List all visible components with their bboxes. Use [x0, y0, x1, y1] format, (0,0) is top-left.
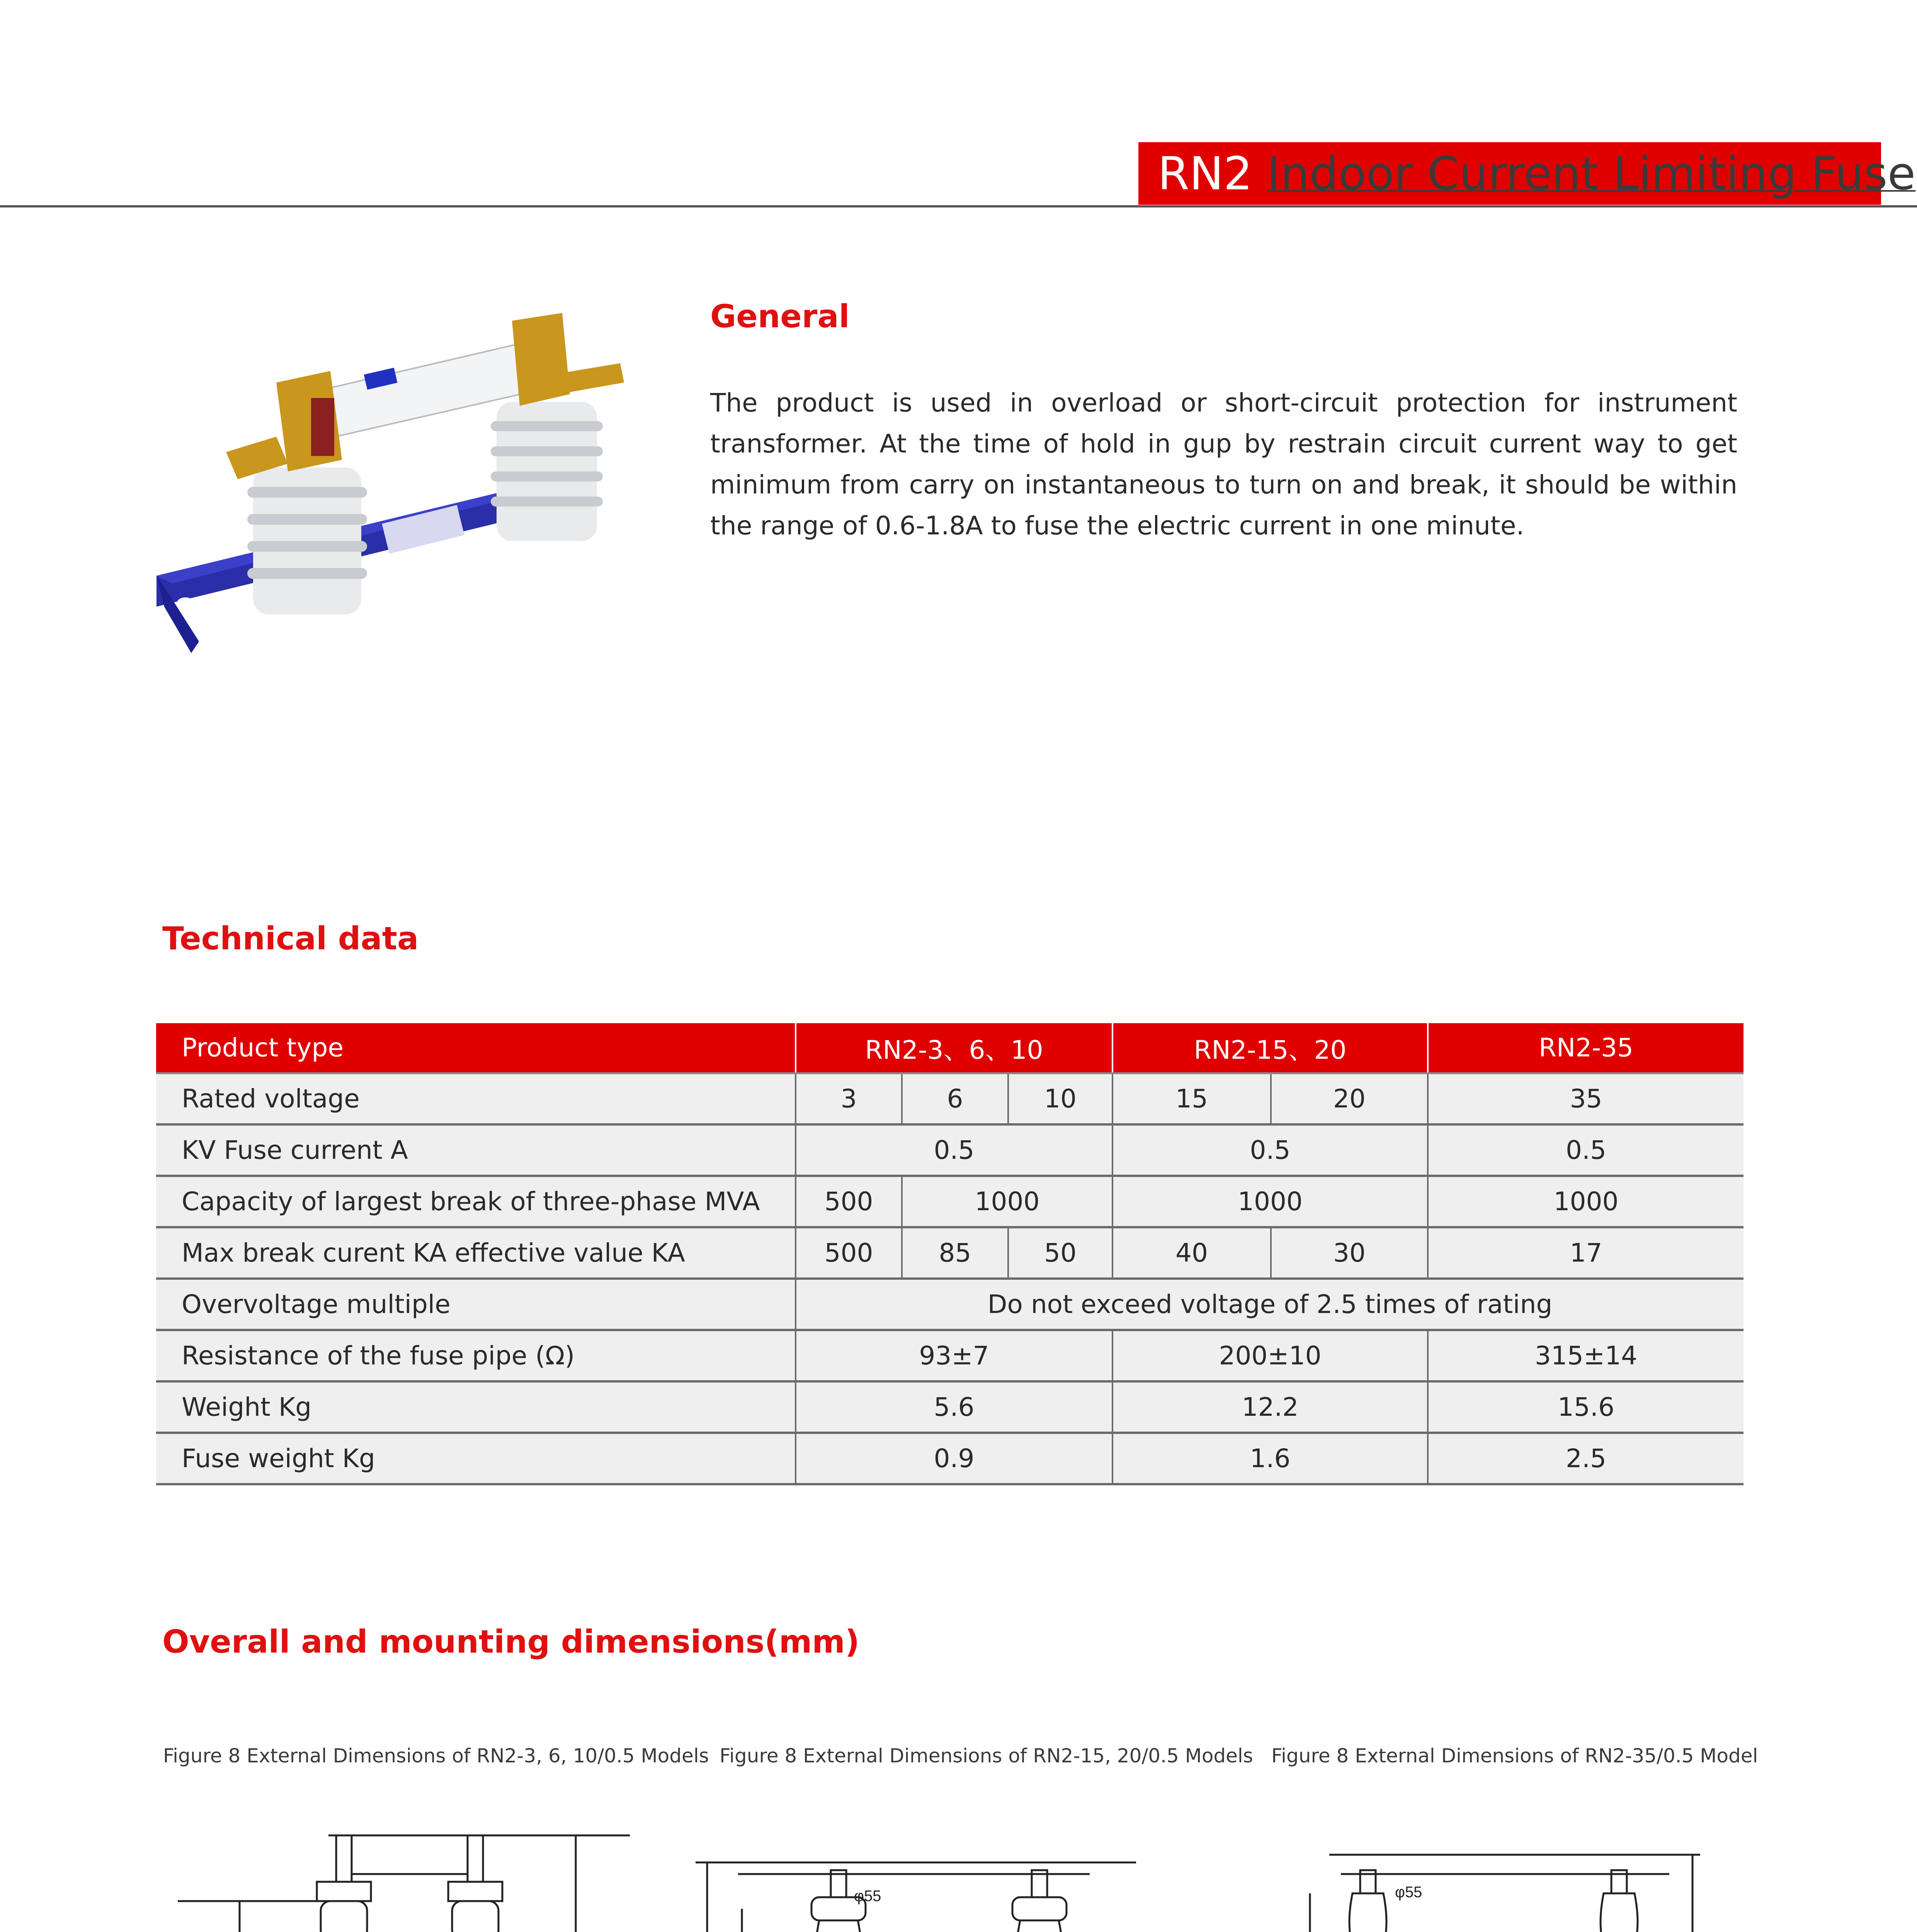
table-cell: 0.5 [1112, 1124, 1428, 1176]
table-row [156, 1073, 1744, 1125]
header-rule [0, 205, 1917, 207]
figure-caption: Figure 8 External Dimensions of RN2-35/0.5 Model [1271, 1745, 1758, 1767]
model-label: RN2 [1158, 147, 1253, 200]
table-cell: 10 [1008, 1073, 1112, 1125]
table-cell: 0.9 [796, 1433, 1112, 1484]
dim-label: φ55 [854, 1888, 881, 1905]
table-cell: 50 [1008, 1227, 1112, 1279]
row-label: Overvoltage multiple [156, 1279, 796, 1330]
table-cell: 500 [796, 1227, 902, 1279]
table-cell: 200±10 [1112, 1330, 1428, 1381]
technical-data-table [156, 1023, 1744, 1485]
table-header-row [156, 1023, 1744, 1073]
table-row [156, 1176, 1744, 1227]
table-cell: 15 [1112, 1073, 1271, 1125]
row-label: Weight Kg [156, 1381, 796, 1433]
table-cell: 6 [902, 1073, 1008, 1125]
table-cell: 17 [1428, 1227, 1744, 1279]
table-row [156, 1279, 1744, 1330]
product-photo [149, 305, 636, 676]
general-heading: General [710, 298, 850, 335]
table-cell: 35 [1428, 1073, 1744, 1125]
table-row [156, 1330, 1744, 1381]
table-cell: 1000 [1428, 1176, 1744, 1227]
row-label: Resistance of the fuse pipe (Ω) [156, 1330, 796, 1381]
row-label: KV Fuse current A [156, 1124, 796, 1176]
table-cell: 15.6 [1428, 1381, 1744, 1433]
table-cell: 93±7 [796, 1330, 1112, 1381]
table-cell: 0.5 [1428, 1124, 1744, 1176]
page-title: Indoor Current Limiting Fuse [1267, 147, 1916, 200]
row-label: Fuse weight Kg [156, 1433, 796, 1484]
title-banner [1138, 142, 1916, 205]
row-label: Capacity of largest break of three-phase MVA [156, 1176, 796, 1227]
table-cell: 500 [796, 1176, 902, 1227]
table-row [156, 1227, 1744, 1279]
header-cell: RN2-3、6、10 [796, 1023, 1112, 1073]
table-cell: Do not exceed voltage of 2.5 times of rating [796, 1279, 1744, 1330]
figure-caption: Figure 8 External Dimensions of RN2-15, 20/0.5 Models [720, 1745, 1253, 1767]
header-cell: Product type [156, 1023, 796, 1073]
table-cell: 0.5 [796, 1124, 1112, 1176]
dimensions-heading: Overall and mounting dimensions(mm) [162, 1624, 860, 1660]
table-row [156, 1381, 1744, 1433]
table-cell: 5.6 [796, 1381, 1112, 1433]
table-cell: 2.5 [1428, 1433, 1744, 1484]
table-row [156, 1433, 1744, 1484]
general-description: The product is used in overload or short-circuit protection for instrument transformer. At the time of hold in gup by restrain circuit current way to get minimum from carry on instantaneous to turn on and break, it should be within the range of 0.6-1.8A to fuse the electric current in one minute. [710, 388, 1737, 541]
table-cell: 315±14 [1428, 1330, 1744, 1381]
table-cell: 3 [796, 1073, 902, 1125]
table-cell: 1.6 [1112, 1433, 1428, 1484]
figure-1-front-drawing [166, 1824, 653, 1932]
row-label: Max break curent KA effective value KA [156, 1227, 796, 1279]
figure-2-front-drawing [672, 1832, 1275, 1932]
table-cell: 20 [1271, 1073, 1428, 1125]
table-cell: 1000 [1112, 1176, 1428, 1227]
dim-label: φ55 [1395, 1884, 1422, 1901]
figure-caption: Figure 8 External Dimensions of RN2-3, 6, 10/0.5 Models [163, 1745, 709, 1767]
table-cell: 12.2 [1112, 1381, 1428, 1433]
table-cell: 40 [1112, 1227, 1271, 1279]
table-row [156, 1124, 1744, 1176]
header-cell: RN2-15、20 [1112, 1023, 1428, 1073]
table-cell: 85 [902, 1227, 1008, 1279]
technical-heading: Technical data [162, 920, 419, 957]
table-cell: 30 [1271, 1227, 1428, 1279]
table-cell: 1000 [902, 1176, 1112, 1227]
figure-3-front-drawing [1283, 1832, 1886, 1932]
row-label: Rated voltage [156, 1073, 796, 1125]
header-cell: RN2-35 [1428, 1023, 1744, 1073]
